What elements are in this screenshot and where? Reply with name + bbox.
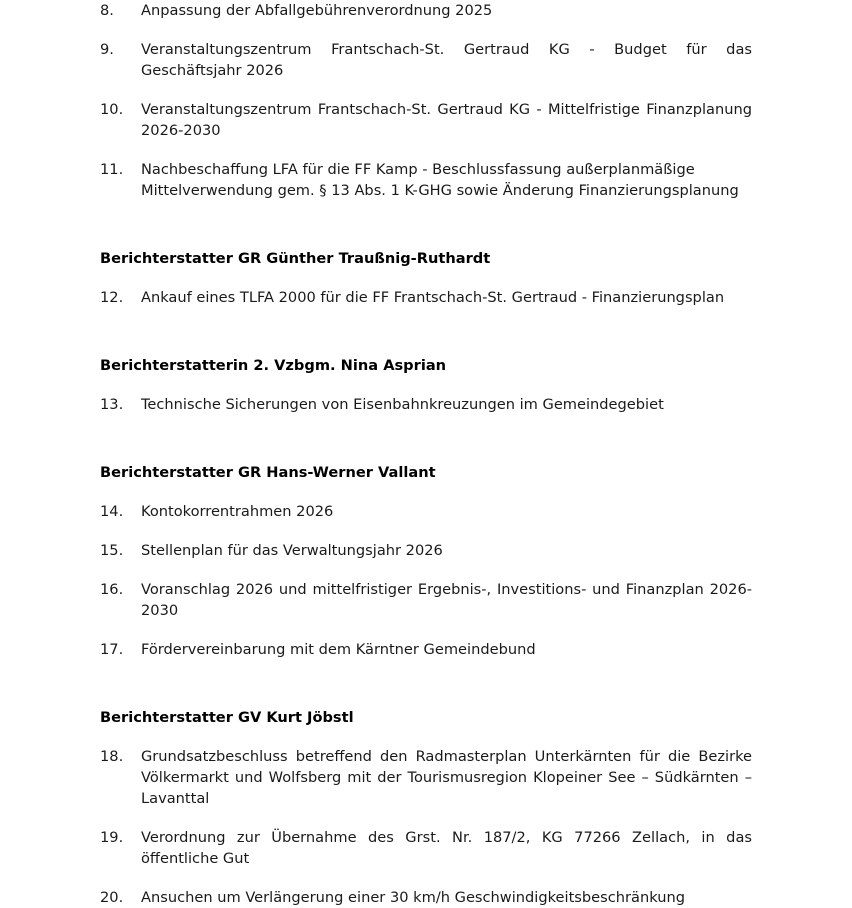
agenda-item-text: Technische Sicherungen von Eisenbahnkreuzungen im Gemeindegebiet — [141, 396, 664, 413]
agenda-item — [100, 501, 752, 522]
agenda-item-text: Ankauf eines TLFA 2000 für die FF Frantschach-St. Gertraud - Finanzierungsplan — [141, 289, 725, 306]
agenda-item — [100, 746, 752, 809]
agenda-item — [100, 159, 752, 201]
agenda-item-number: 12. — [100, 289, 124, 306]
agenda-item — [100, 394, 752, 415]
agenda-item — [100, 0, 752, 21]
agenda-item-text: Ansuchen um Verlängerung einer 30 km/h Geschwindigkeitsbeschränkung — [141, 889, 685, 906]
agenda-item-number: 9. — [100, 41, 114, 58]
agenda-item — [100, 540, 752, 561]
agenda-item-number: 19. — [100, 829, 124, 846]
agenda-item-text: Verordnung zur Übernahme des Grst. Nr. 187/2, KG 77266 Zellach, in das öffentliche Gut — [141, 829, 752, 867]
agenda-item — [100, 39, 752, 81]
agenda-item — [100, 579, 752, 621]
agenda-intro-group — [100, 0, 752, 201]
agenda-item-text: Veranstaltungszentrum Frantschach-St. Gertraud KG - Mittelfristige Finanzplanung 2026-2030 — [141, 101, 752, 139]
agenda-item-number: 18. — [100, 748, 124, 765]
section-heading: Berichterstatterin 2. Vzbgm. Nina Asprian — [100, 357, 447, 374]
agenda-item-text: Fördervereinbarung mit dem Kärntner Gemeindebund — [141, 641, 536, 658]
agenda-item-text: Grundsatzbeschluss betreffend den Radmasterplan Unterkärnten für die Bezirke Völkermarkt und Wolfsberg mit der Tourismusregion Klopeiner See – Südkärnten – Lavanttal — [141, 748, 752, 807]
agenda-item — [100, 287, 752, 308]
agenda-item-number: 16. — [100, 581, 124, 598]
agenda-section — [100, 707, 752, 908]
section-heading: Berichterstatter GR Günther Traußnig-Ruthardt — [100, 250, 491, 267]
section-heading-block — [100, 707, 752, 728]
agenda-item-text: Nachbeschaffung LFA für die FF Kamp - Beschlussfassung außerplanmäßige Mittelverwendung gem. § 13 Abs. 1 K-GHG sowie Änderung Finanzierungsplanung — [141, 161, 739, 199]
agenda-item — [100, 887, 752, 908]
agenda-section — [100, 462, 752, 660]
agenda-item-number: 15. — [100, 542, 124, 559]
agenda-item-number: 17. — [100, 641, 124, 658]
agenda-item-text: Stellenplan für das Verwaltungsjahr 2026 — [141, 542, 443, 559]
section-heading-block — [100, 248, 752, 269]
agenda-item-number: 20. — [100, 889, 124, 906]
agenda-item-text: Anpassung der Abfallgebührenverordnung 2025 — [141, 2, 493, 19]
agenda-item-number: 14. — [100, 503, 124, 520]
agenda-item-number: 11. — [100, 161, 124, 178]
agenda-item — [100, 99, 752, 141]
agenda-section — [100, 248, 752, 308]
agenda-item-number: 10. — [100, 101, 124, 118]
agenda-item-number: 13. — [100, 396, 124, 413]
section-heading-block — [100, 355, 752, 376]
agenda-item-text: Voranschlag 2026 und mittelfristiger Ergebnis-, Investitions- und Finanzplan 2026-2030 — [141, 581, 752, 619]
section-heading: Berichterstatter GR Hans-Werner Vallant — [100, 464, 436, 481]
section-heading: Berichterstatter GV Kurt Jöbstl — [100, 709, 354, 726]
agenda-item — [100, 827, 752, 869]
agenda-body — [100, 0, 752, 908]
agenda-section — [100, 355, 752, 415]
agenda-item-number: 8. — [100, 2, 114, 19]
section-heading-block — [100, 462, 752, 483]
agenda-item-text: Veranstaltungszentrum Frantschach-St. Gertraud KG - Budget für das Geschäftsjahr 2026 — [141, 41, 752, 79]
agenda-item-text: Kontokorrentrahmen 2026 — [141, 503, 334, 520]
agenda-item — [100, 639, 752, 660]
